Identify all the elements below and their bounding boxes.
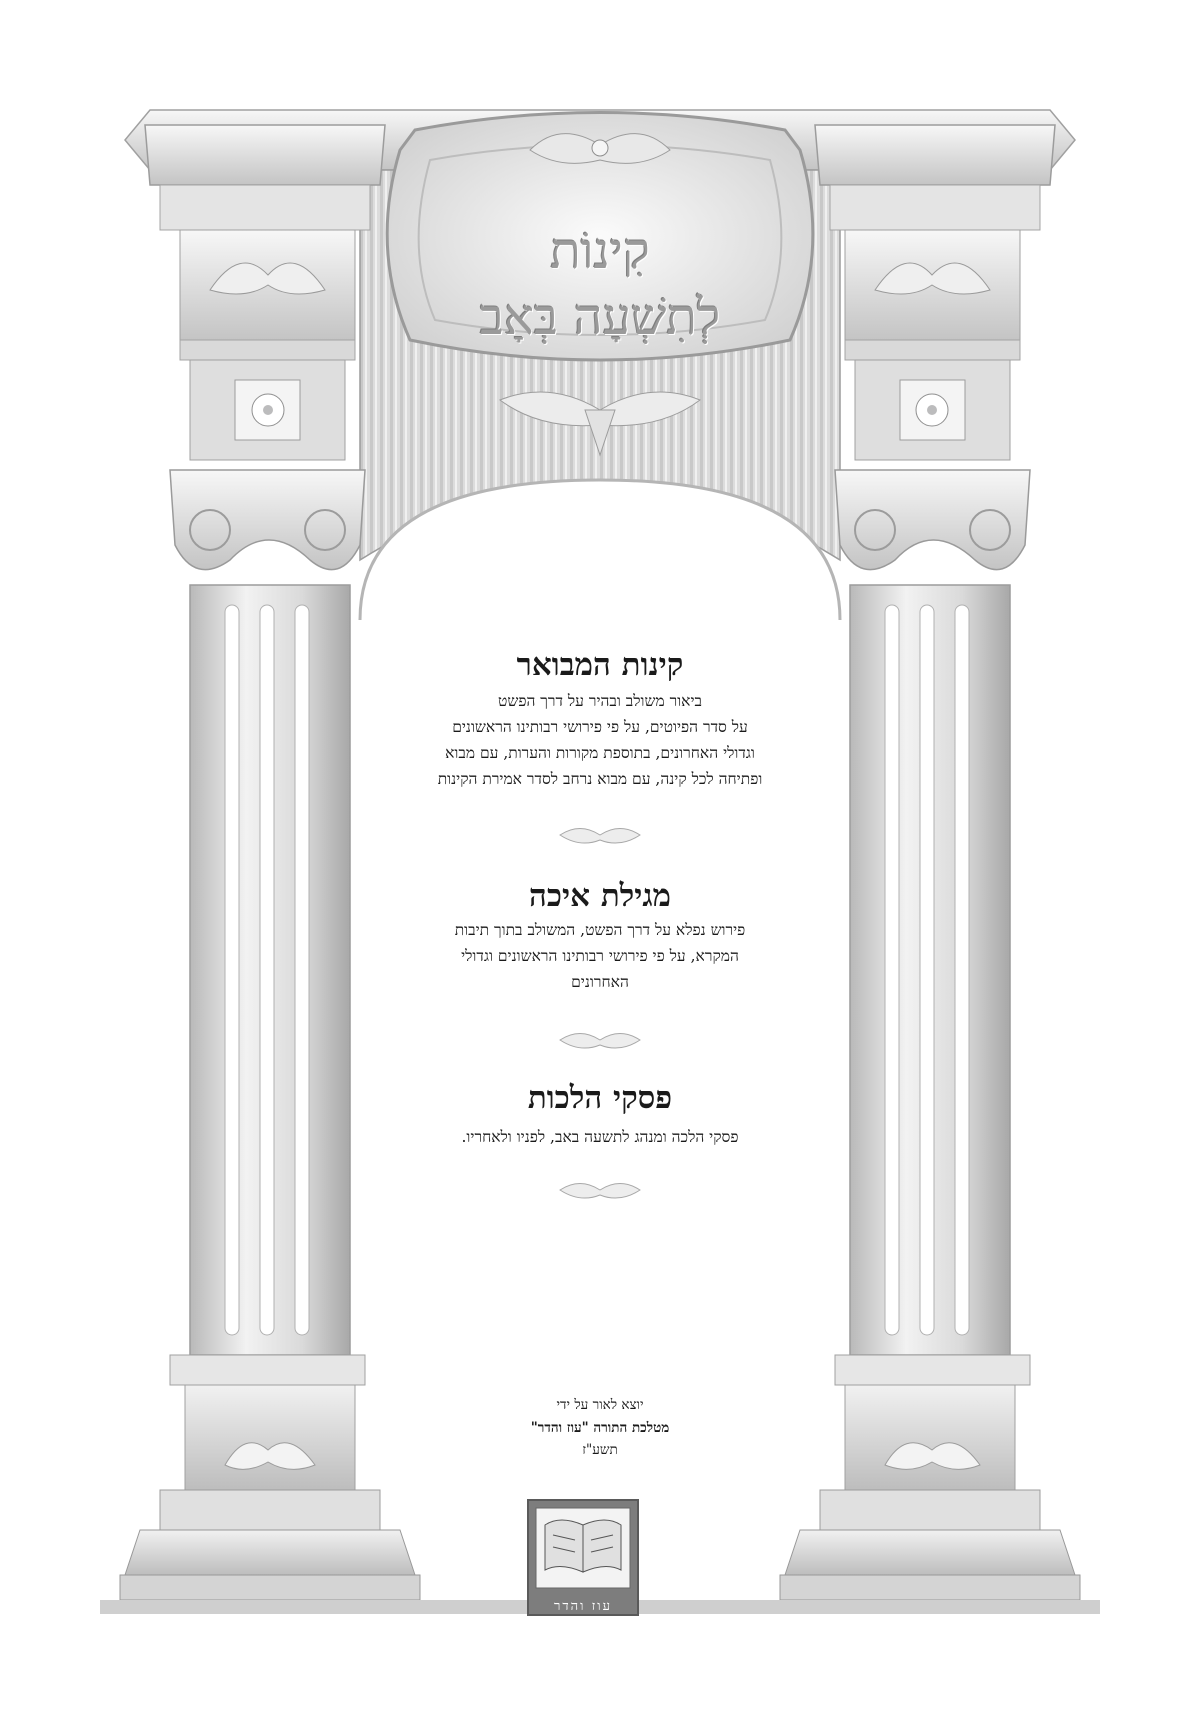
- section-line: פסקי הלכה ומנהג לתשעה באב, לפניו ולאחריו.: [461, 1128, 739, 1146]
- cover-title: [380, 218, 820, 350]
- section-body: [390, 688, 810, 792]
- section-line: וגדולי האחרונים, בתוספת מקורות והערות, עם מבוא: [445, 744, 755, 762]
- rosette-icon: [916, 394, 948, 426]
- section-line: המקרא, על פי פירושי רבותינו הראשונים וגדולי: [461, 947, 739, 965]
- open-book-icon: [545, 1520, 621, 1572]
- section-heading: קינות המבואר: [516, 647, 684, 683]
- section-heading: מגילת איכה: [529, 878, 671, 914]
- publisher-line2: מטלכת התורה "עוז והדר": [530, 1420, 670, 1436]
- section-line: על סדר הפיוטים, על פי פירושי רבותינו הראשונים: [452, 718, 748, 736]
- section-line: ביאור משולב ובהיר על דרך הפשט: [497, 692, 702, 710]
- section-line: האחרונים: [571, 973, 629, 991]
- publisher-line1: יוצא לאור על ידי: [556, 1397, 644, 1413]
- logo-label: עוז והדר: [554, 1599, 612, 1614]
- rosette-icon: [252, 394, 284, 426]
- section-body: [390, 1124, 810, 1150]
- section-line: ופתיחה לכל קינה, עם מבוא נרחב לסדר אמירת הקינות: [437, 770, 763, 788]
- cover-title-line2: לְתִשְׁעָה בְּאָב: [479, 288, 721, 346]
- section-heading: פסקי הלכות: [527, 1080, 673, 1116]
- publisher-line3: תשע"ז: [582, 1442, 618, 1458]
- section-line: פירוש נפלא על דרך הפשט, המשולב בתוך תיבות: [454, 921, 746, 939]
- cover-title-line1: קִינוֹת: [550, 222, 650, 280]
- section-body: [390, 917, 810, 995]
